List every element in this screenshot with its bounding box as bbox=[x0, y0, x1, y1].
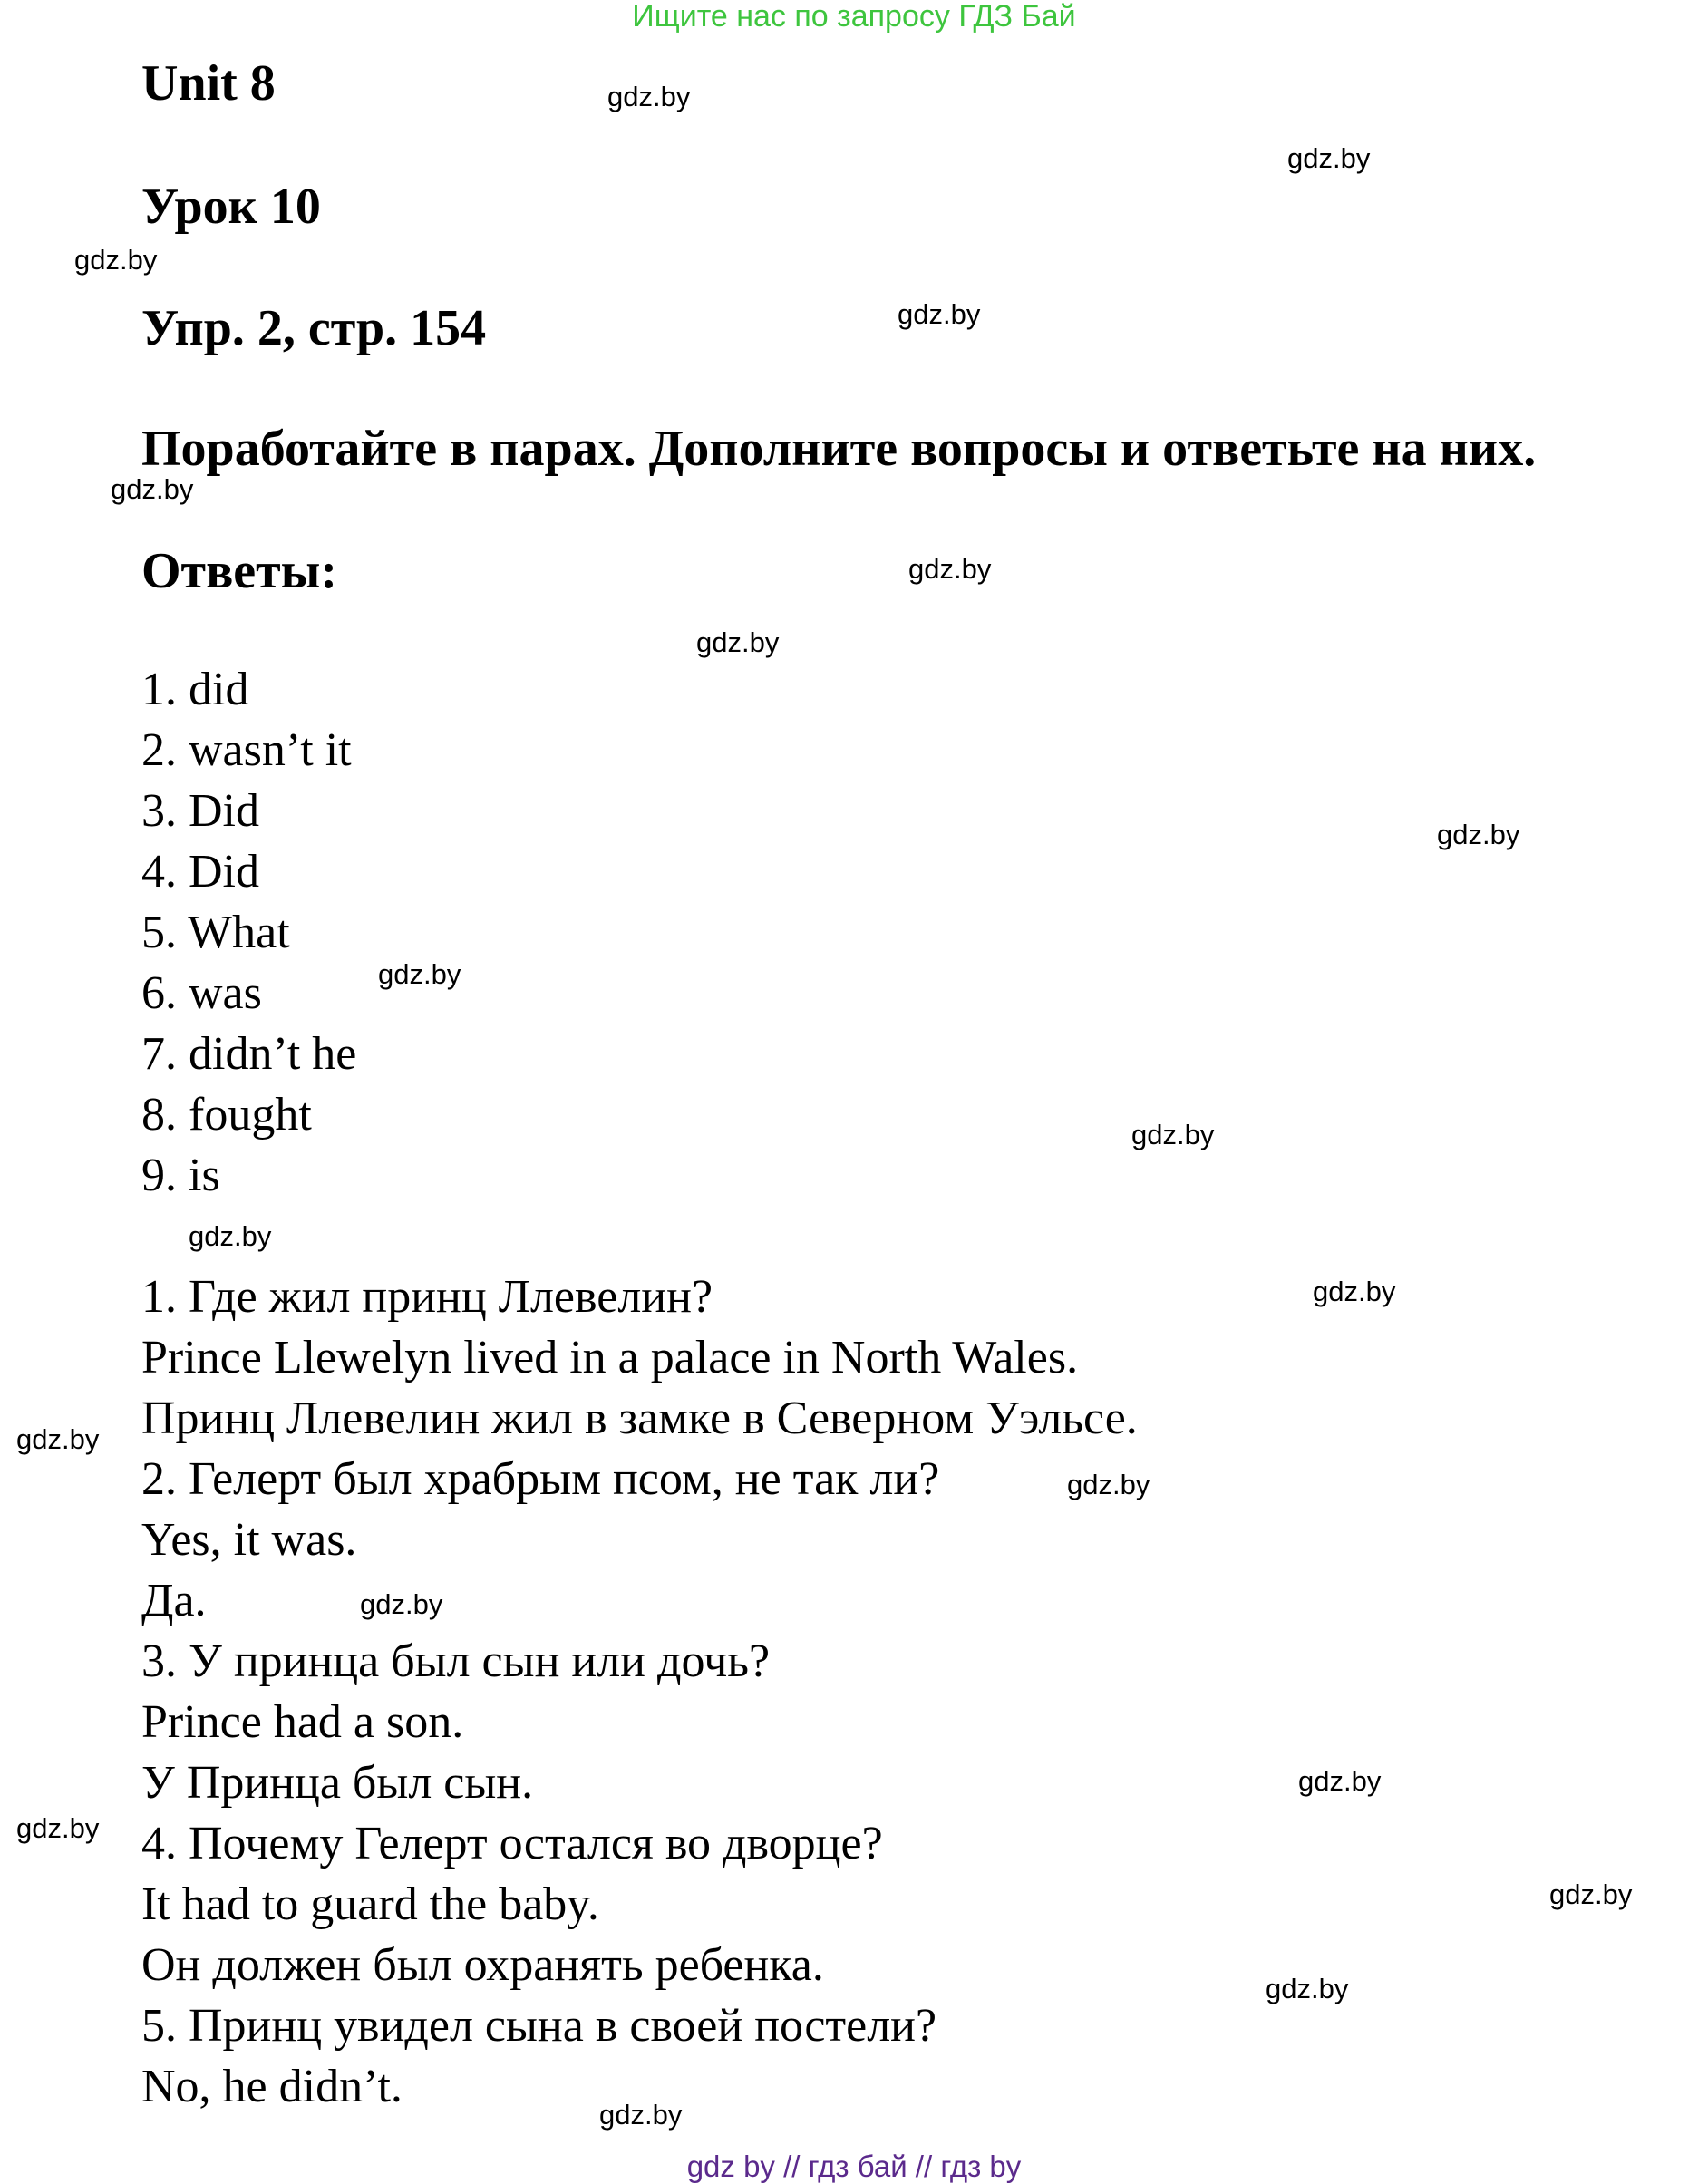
answer-item: 3. Did bbox=[141, 785, 259, 837]
top-banner: Ищите нас по запросу ГДЗ Бай bbox=[632, 0, 1076, 34]
qa-line: 5. Принц увидел сына в своей постели? bbox=[141, 2000, 937, 2052]
footer-links[interactable]: gdz by // гдз бай // гдз by bbox=[686, 2150, 1022, 2183]
qa-line: Принц Ллевелин жил в замке в Северном Уэльсе. bbox=[141, 1393, 1138, 1444]
watermark: gdz.by bbox=[1549, 1878, 1633, 1910]
qa-line: Prince had a son. bbox=[141, 1696, 464, 1748]
qa-line: Yes, it was. bbox=[141, 1514, 357, 1566]
watermark: gdz.by bbox=[111, 473, 194, 505]
watermark: gdz.by bbox=[1131, 1119, 1215, 1150]
watermark: gdz.by bbox=[74, 244, 158, 276]
watermark: gdz.by bbox=[378, 958, 461, 990]
answer-item: 6. was bbox=[141, 967, 262, 1019]
qa-line: Prince Llewelyn lived in a palace in North Wales. bbox=[141, 1332, 1079, 1383]
lesson-title: Урок 10 bbox=[141, 179, 321, 235]
watermark: gdz.by bbox=[1266, 1973, 1349, 2004]
qa-line: It had to guard the baby. bbox=[141, 1878, 599, 1930]
watermark: gdz.by bbox=[16, 1812, 100, 1844]
qa-line: У Принца был сын. bbox=[141, 1757, 534, 1809]
answer-item: 9. is bbox=[141, 1150, 220, 1201]
exercise-title: Упр. 2, стр. 154 bbox=[141, 300, 487, 356]
answer-item: 7. didn’t he bbox=[141, 1028, 357, 1080]
task-instruction: Поработайте в парах. Дополните вопросы и ответьте на них. bbox=[141, 421, 1537, 477]
watermark: gdz.by bbox=[599, 2099, 683, 2131]
qa-line: 1. Где жил принц Ллевелин? bbox=[141, 1271, 713, 1323]
qa-line: No, he didn’t. bbox=[141, 2061, 403, 2112]
watermark: gdz.by bbox=[908, 553, 992, 585]
answers-title: Ответы: bbox=[141, 543, 338, 599]
qa-line: 2. Гелерт был храбрым псом, не так ли? bbox=[141, 1453, 940, 1505]
qa-line: Он должен был охранять ребенка. bbox=[141, 1939, 824, 1991]
watermark: gdz.by bbox=[16, 1423, 100, 1455]
answer-item: 5. What bbox=[141, 907, 290, 958]
unit-title: Unit 8 bbox=[141, 55, 276, 112]
answer-item: 1. did bbox=[141, 664, 249, 715]
watermark: gdz.by bbox=[1313, 1276, 1396, 1307]
watermark: gdz.by bbox=[607, 81, 691, 112]
qa-line: Да. bbox=[141, 1575, 207, 1626]
watermark: gdz.by bbox=[696, 626, 780, 658]
watermark: gdz.by bbox=[1298, 1765, 1382, 1797]
watermark: gdz.by bbox=[1287, 142, 1371, 174]
watermark: gdz.by bbox=[189, 1220, 272, 1252]
watermark: gdz.by bbox=[1067, 1469, 1150, 1500]
answer-item: 2. wasn’t it bbox=[141, 724, 352, 776]
watermark: gdz.by bbox=[1437, 819, 1520, 850]
answer-item: 8. fought bbox=[141, 1089, 312, 1141]
watermark: gdz.by bbox=[360, 1588, 443, 1620]
qa-line: 4. Почему Гелерт остался во дворце? bbox=[141, 1818, 883, 1869]
watermark: gdz.by bbox=[898, 298, 981, 330]
answer-item: 4. Did bbox=[141, 846, 259, 898]
qa-line: 3. У принца был сын или дочь? bbox=[141, 1636, 771, 1687]
